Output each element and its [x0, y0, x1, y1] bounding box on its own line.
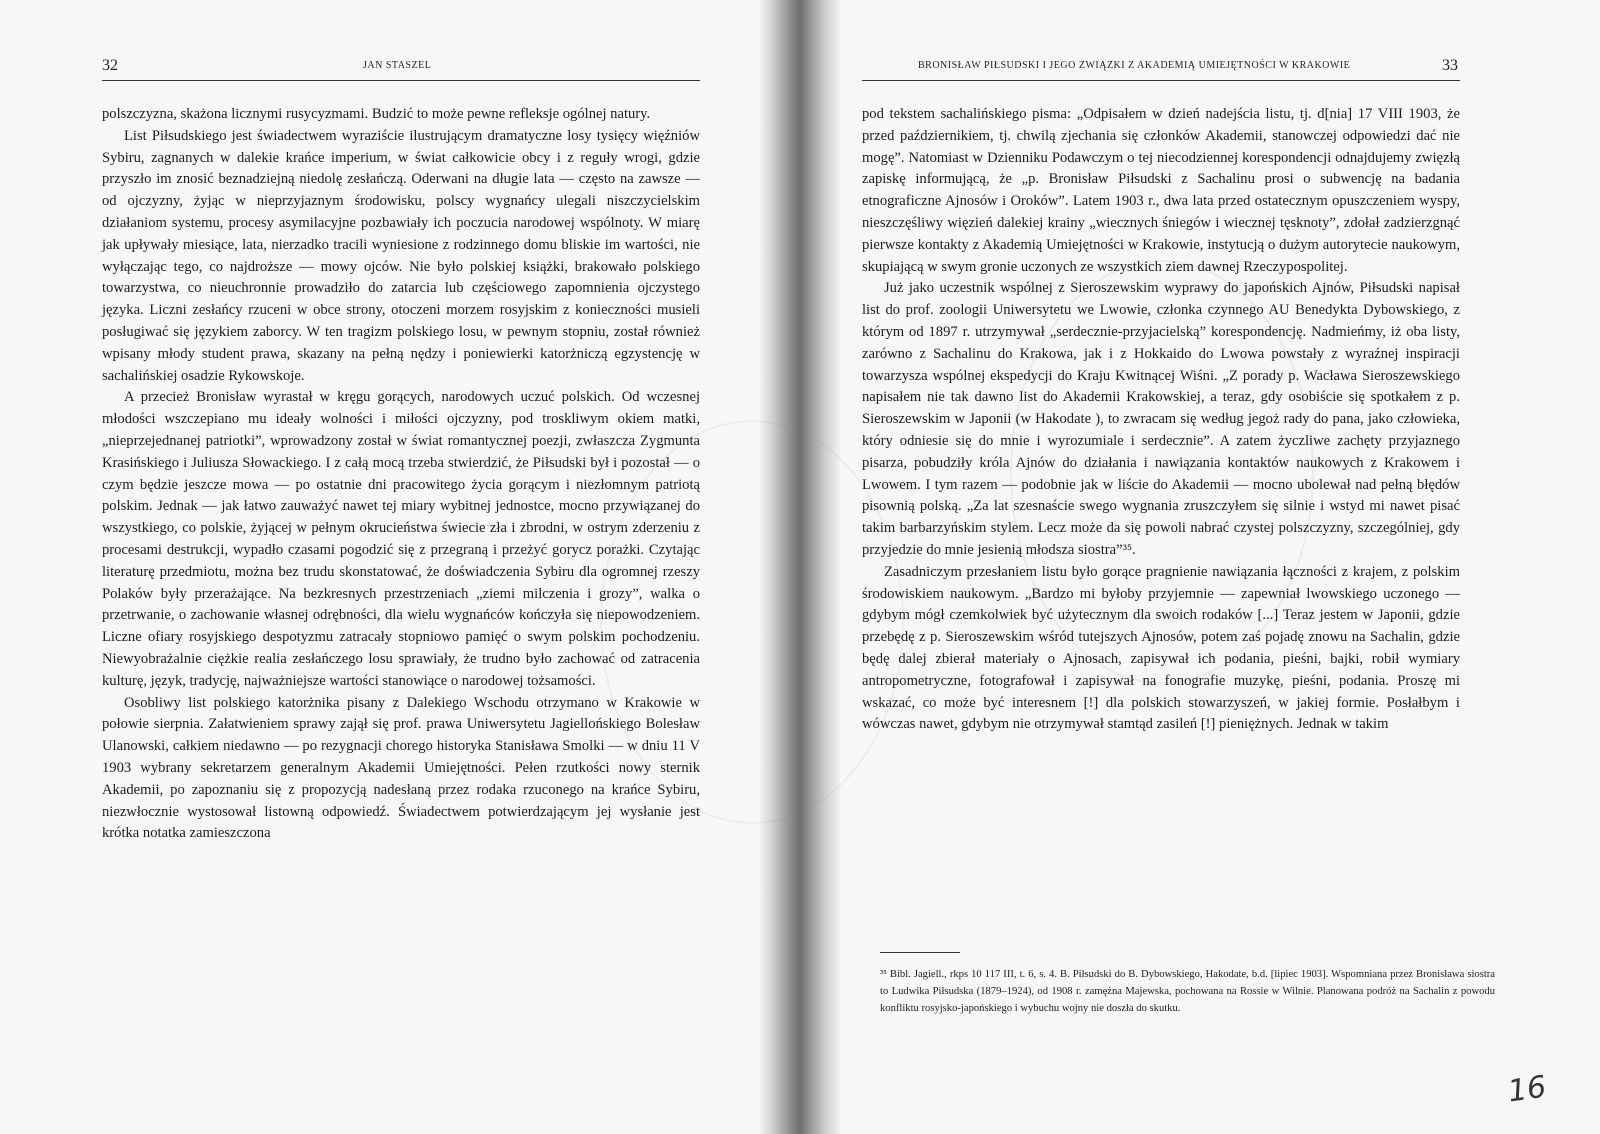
running-head: JAN STASZEL: [363, 60, 432, 71]
footnote: ³⁵ Bibl. Jagiell., rkps 10 117 III, t. 6, s. 4. B. Piłsudski do B. Dybowskiego, Hakodate, b.d. [lipiec 1903]. Wspomniana przez Bronisława siostra to Ludwika Piłsudska (1879–1924), od 1908 r. zamężna Majewska, pochowana na Rossie w Wilnie. Planowana podróż na Sachalin z powodu konfliktu rosyjsko-japońskiego i wybuchu wojny nie doszła do skutku.: [880, 969, 1495, 1014]
paragraph: A przecież Bronisław wyrastał w kręgu gorących, narodowych uczuć polskich. Od wczesnej młodości wszczepiano mu ideały wolności i miłości ojczyzny, pod troskliwym okiem matki, „nieprzejednanej patriotki”, wprowadzony został w świat romantycznej poezji, zwłaszcza Zygmunta Krasińskiego i Juliusza Słowackiego. I z całą mocą trzeba stwierdzić, że Piłsudski był i pozostał — o czym będzie jeszcze mowa — po ostatnie dni pracowitego życia gorącym i niezłomnym patriotą polskim. Jednak — jak łatwo zauważyć nawet tej miary wybitnej jednostce, mocno przywiązanej do wszystkiego, co polskie, żyjącej w pełnym okrucieństwa świecie zła i zbrodni, w ostrym zderzeniu z procesami destrukcji, wypadło czasami pogodzić się z przegraną i przeżyć gorycz porażki. Czytając literaturę przedmiotu, można bez trudu skonstatować, że doświadczenia Sybiru dla ogromnej rzeszy Polaków były przerażające. Na bezkresnych przestrzeniach „ziemi milczenia i grozy”, walka o przetrwanie, o zachowanie własnej odrębności, dla wielu wygnańców kończyła się niepowodzeniem. Liczne ofiary rosyjskiego despotyzmu zatracały stopniowo pamięć o swym polskim pochodzeniu. Niewyobrażalnie ciężkie realia zesłańczego losu sprawiały, że trudno było zachować od zatracenia kulturę, język, tradycję, najważniejsze wartości stanowiące o narodowej tożsamości.: [102, 389, 700, 689]
page-number: 33: [1442, 57, 1458, 74]
footnote-rule: [880, 952, 960, 953]
page-number: 32: [102, 57, 118, 74]
running-head: BRONISŁAW PIŁSUDSKI I JEGO ZWIĄZKI Z AKADEMIĄ UMIEJĘTNOŚCI W KRAKOWIE: [918, 60, 1351, 71]
right-body-text: [862, 104, 1460, 736]
paragraph: Zasadniczym przesłaniem listu było gorące pragnienie nawiązania łączności z krajem, z polskim środowiskiem naukowym. „Bardzo mi byłoby przyjemnie — zapewniał lwowskiego uczonego — gdybym mógł czemkolwiek być użytecznym dla swoich rodaków [...] Teraz jestem w Japonii, gdzie przebędę z p. Sieroszewskim wśród tutejszych Ajnosów, potem zaś pojadę znowu na Sachalin, gdzie będę dalej zbierał materiały o Ajnosach, zapisywał ich podania, pieśni, bajki, robił wymiary antropometryczne, fotografował i zapisywał na fonografie muzykę, pieśni, podania. Proszę mi wskazać, co może być interesnem [!] dla polskich stowarzyszeń, w jakiej formie. Posłałbym i wówczas nawet, gdybym nie otrzymywał stamtąd zasileń [!] pieniężnych. Jednak w takim: [862, 563, 1460, 733]
header-rule: [862, 80, 1460, 81]
header-rule: [102, 80, 700, 81]
paragraph: Osobliwy list polskiego katorżnika pisany z Dalekiego Wschodu otrzymano w Krakowie w połowie sierpnia. Załatwieniem sprawy zajął się prof. prawa Uniwersytetu Jagiellońskiego Bolesław Ulanowski, całkiem niedawno — po rezygnacji chorego historyka Stanisława Smolki — w dniu 11 V 1903 wybrany sekretarzem generalnym Akademii Umiejętności. Pełen rzutkości nowy sternik Akademii, po zapoznaniu się z propozycją nadesłaną przez rodaka rzuconego na krańce Sybiru, niezwłocznie wystosował listowną odpowiedź. Świadectwem potwierdzającym jej wysłanie jest krótka notatka zamieszczona: [102, 694, 700, 842]
paragraph: pod tekstem sachalińskiego pisma: „Odpisałem w dzień nadejścia listu, tj. d[nia] 17 VIII 1903, że przed październikiem, tj. chwilą zjechania się członków Akademii, stanowczej odpowiedzi dać nie mogę”. Natomiast w Dzienniku Podawczym o tej niecodziennej korespondencji odnajdujemy zwięzłą zapiskę informującą, że „p. Bronisław Piłsudski z Sachalinu prosi o subwencję na badania etnograficzne Ajnosów i Oroków”. Latem 1903 r., dwa lata przed ostatecznym opuszczeniem wyspy, nieszczęśliwy więzień dalekiej krainy „wiecznych śniegów i wiecznej tęsknoty”, zdołał zadzierzgnąć pierwsze kontakty z Akademią Umiejętności w Krakowie, instytucją o dużym autorytecie naukowym, skupiającą w swym gronie uczonych ze wszystkich ziem dawnej Rzeczypospolitej.: [862, 106, 1460, 275]
paragraph: polszczyzna, skażona licznymi rusycyzmami. Budzić to może pewne refleksje ogólnej natury.: [102, 106, 651, 122]
paragraph: Już jako uczestnik wspólnej z Sieroszewskim wyprawy do japońskich Ajnów, Piłsudski napisał list do prof. zoologii Uniwersytetu we Lwowie, członka czynnego AU Benedykta Dybowskiego, z którym od 1897 r. utrzymywał „serdecznie-przyjacielską” korespondencję. Nadmieńmy, iż oba listy, zarówno z Sachalinu do Krakowa, jak i z Hokkaido do Lwowa powstały z wyraźnej inspiracji towarzysza wspólnej ekspedycji do Kraju Kwitnącej Wiśni. „Z porady p. Wacława Sieroszewskiego napisałem nie tak dawno list do Akademii Krakowskiej, a teraz, gdy osobiście się spotkałem z p. Sieroszewskim w Japonii (w Hakodate ), to zwracam się według jegoż rady do pana, jako człowieka, który odniesie się do mnie i wyrozumiale i serdecznie”. A zatem życzliwe zachęty przyjaznego pisarza, pobudziły króla Ajnów do działania i nawiązania kontaktów naukowych z Krakowem i Lwowem. I tym razem — podobnie jak w liście do Akademii — mocno ubolewał nad pełną błędów pisownią polską. „Za lat szesnaście swego wygnania zruszczyłem się silnie i wstyd mi nawet pisać takim barbarzyńskim stylem. Lecz może da się powoli nabrać czystej polszczyzny, szczególniej, gdy przyjedzie do mnie jesienią młodsza siostra”³⁵.: [862, 280, 1460, 558]
left-body-text: [102, 104, 700, 845]
handwritten-page-mark: 16: [1505, 1069, 1549, 1110]
paragraph: List Piłsudskiego jest świadectwem wyraziście ilustrującym dramatyczne losy tysięcy więźniów Sybiru, zagnanych w dalekie krańce imperium, w świat całkowicie obcy i z reguły wrogi, gdzie przyszło im znosić beznadziejną niedolę zesłańczą. Oderwani na długie lata — często na zawsze — od ojczyzny, żyjąc w nieprzyjaznym środowisku, polscy wygnańcy ulegali niszczycielskim działaniom systemu, procesy asymilacyjne pozbawiały ich poczucia narodowej wspólnoty. W miarę jak upływały miesiące, lata, nierzadko tracili wyniesione z rodzinnego domu bliskie im wartości, nie wyłączając tego, co najdroższe — mowy ojców. Nie było polskiej książki, brakowało polskiego towarzystwa, co nieuchronnie prowadziło do zatarcia lub częściowego zapomnienia ojczystego języka. Liczni zesłańcy rzuceni w obce strony, otoczeni morzem rosyjskim z konieczności musieli posługiwać się językiem zaborcy. W ten tragizm polskiego losu, w pewnym stopniu, został również wpisany młody student prawa, skazany na pełną nędzy i poniewierki katorżniczą egzystencję w sachalińskiej osadzie Rykowskoje.: [102, 127, 700, 384]
